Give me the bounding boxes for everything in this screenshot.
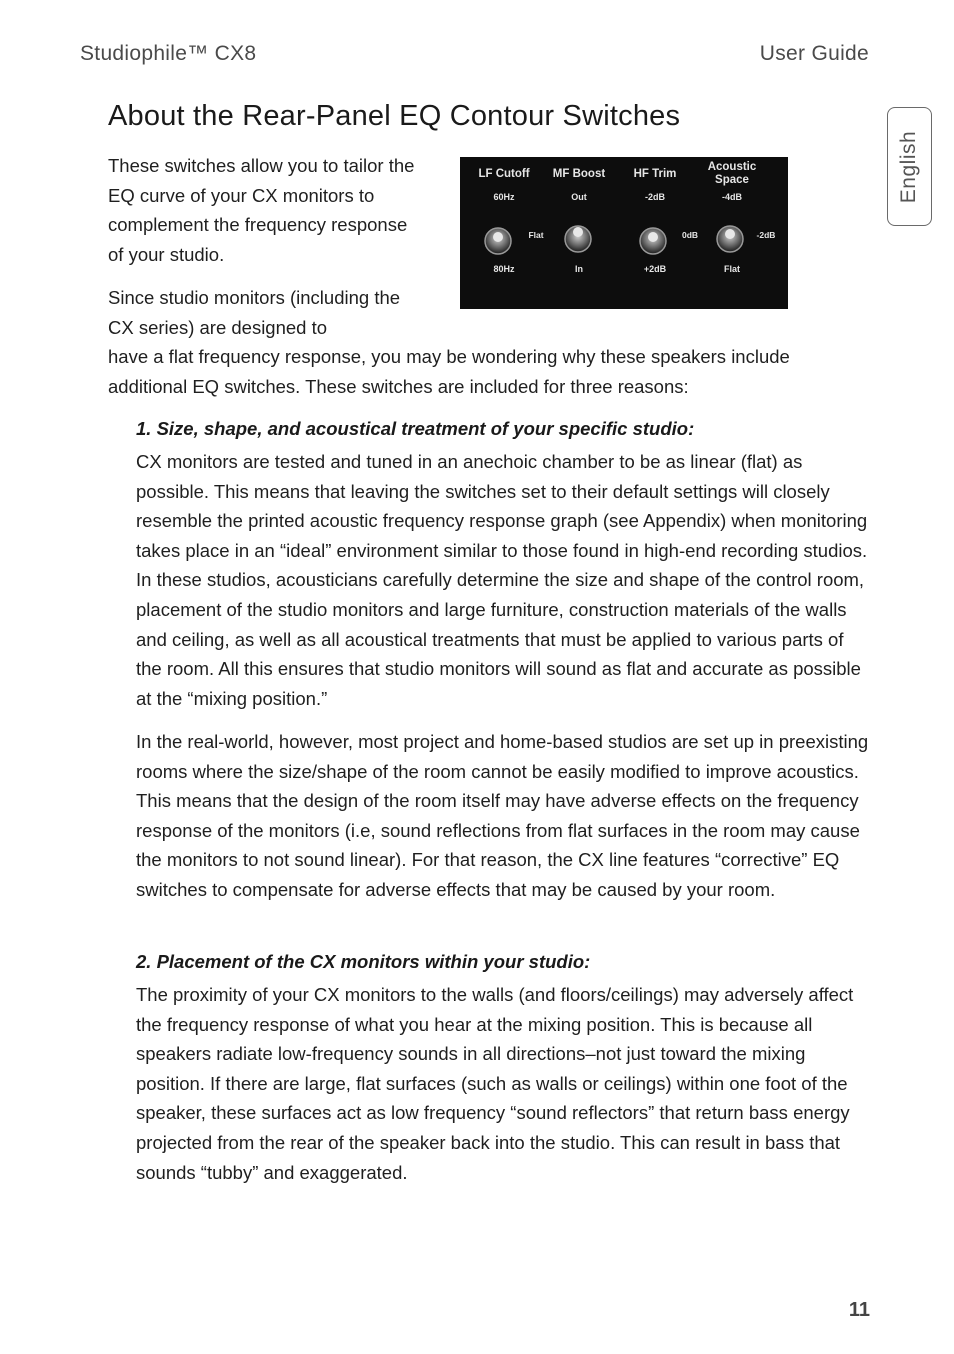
section-1-paragraph-1: CX monitors are tested and tuned in an anechoic chamber to be as linear (flat) as possible. This means that leaving the switches set to their default settings will closely resemble the printed acoustic frequency response graph (see Appendix) when monitoring takes place in an “ideal” environment similar to those found in high-end recording studios. In these studios, acousticians carefully determine the size and shape of the control room, placement of the studio monitors and large furniture, construction materials of the walls and ceiling, as well as all acoustical treatments that must be applied to various parts of the room. All this ensures that studio monitors will sound as flat and accurate as possible at the “mixing position.” bbox=[136, 451, 868, 709]
acoustic-space-lever bbox=[725, 229, 735, 239]
lf-cutoff-lever bbox=[493, 232, 503, 242]
section-1-heading: 1. Size, shape, and acoustical treatment of your specific studio: bbox=[136, 418, 695, 439]
language-tab-label: English bbox=[897, 130, 921, 203]
intro-paragraph-2-start: Since studio monitors (including the CX series) are designed to bbox=[108, 287, 401, 338]
header-product: Studiophile™ CX8 bbox=[80, 42, 257, 65]
rear-panel-photo bbox=[460, 157, 788, 309]
mf-boost-bottom: In bbox=[575, 264, 583, 274]
acoustic-space-mid: -2dB bbox=[756, 230, 776, 240]
hf-trim-label: HF Trim bbox=[633, 168, 677, 180]
lf-cutoff-bottom: 80Hz bbox=[493, 264, 515, 274]
lf-cutoff-mid: Flat bbox=[528, 230, 544, 240]
intro-paragraph-2-rest: have a flat frequency response, you may be wondering why these speakers include additional EQ switches. These switches are included for three reasons: bbox=[108, 346, 790, 397]
mf-boost-label: MF Boost bbox=[552, 168, 606, 180]
acoustic-space-label-2: Space bbox=[715, 174, 749, 186]
page-title: About the Rear-Panel EQ Contour Switches bbox=[108, 100, 681, 132]
toggle-switches bbox=[485, 226, 743, 254]
hf-trim-top: -2dB bbox=[645, 192, 665, 202]
hf-trim-mid: 0dB bbox=[681, 230, 699, 240]
rear-panel-switches bbox=[460, 157, 788, 309]
header-guide: User Guide bbox=[759, 42, 869, 65]
mf-boost-top: Out bbox=[571, 192, 587, 202]
intro-paragraph: These switches allow you to tailor the EQ curve of your CX monitors to complement the frequency response of your studio. bbox=[108, 155, 415, 265]
hf-trim-lever bbox=[648, 232, 658, 242]
section-2-paragraph-1: The proximity of your CX monitors to the walls (and floors/ceilings) may adversely affect the frequency response of what you hear at the mixing position. This is because all speakers radiate low-frequency sounds in all directions–not just toward the mixing position. If there are large, flat surfaces (such as walls or ceilings) within one foot of the speaker, these surfaces act as low frequency “sound reflectors” that return bass energy projected from the rear of the speaker back into the studio. This can result in bass that sounds “tubby” and exaggerated. bbox=[136, 984, 854, 1183]
acoustic-space-bottom: Flat bbox=[723, 264, 741, 274]
mf-boost-lever bbox=[573, 227, 583, 237]
section-2-heading: 2. Placement of the CX monitors within your studio: bbox=[136, 951, 591, 972]
lf-cutoff-label: LF Cutoff bbox=[478, 168, 530, 180]
language-tab bbox=[887, 107, 932, 226]
lf-cutoff-top: 60Hz bbox=[493, 192, 515, 202]
acoustic-space-top: -4dB bbox=[722, 192, 742, 202]
page-number: 11 bbox=[848, 1299, 870, 1321]
acoustic-space-label-1: Acoustic bbox=[707, 161, 757, 173]
section-1-paragraph-2: In the real-world, however, most project and home-based studios are set up in preexisting rooms where the size/shape of the room cannot be easily modified to improve acoustics. This means that the design of the room itself may have adverse effects on the frequency response of the monitors (i.e, sound reflections from flat surfaces in the room may cause the monitors to not sound linear). For that reason, the CX line features “corrective” EQ switches to compensate for adverse effects that may be caused by your room. bbox=[136, 731, 869, 900]
hf-trim-bottom: +2dB bbox=[643, 264, 667, 274]
